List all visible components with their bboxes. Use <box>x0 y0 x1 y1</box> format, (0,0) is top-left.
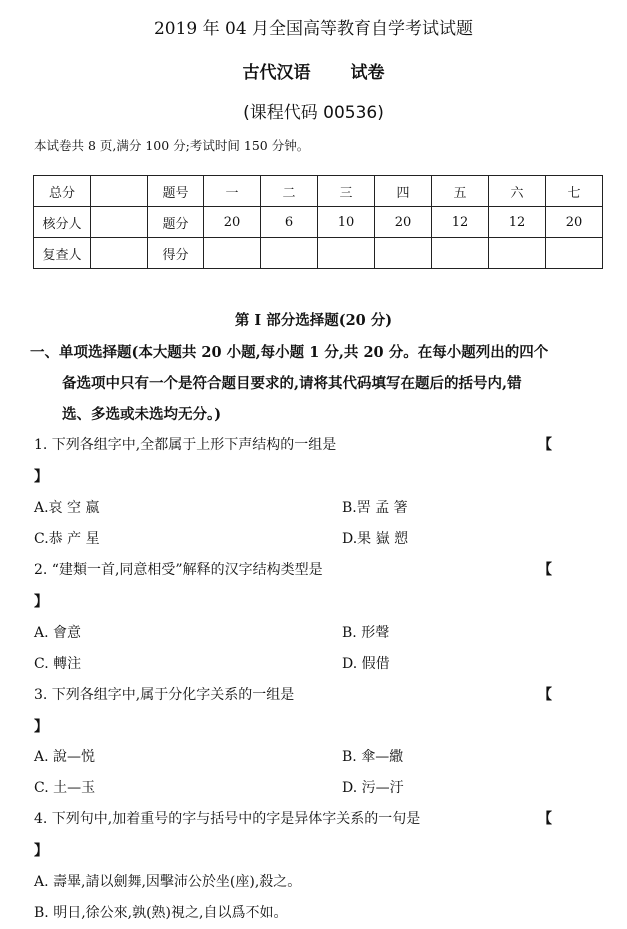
option-d: D. 假借 <box>342 656 390 672</box>
cell: 七 <box>546 176 603 207</box>
option-a: A. 說—悦 <box>34 749 96 765</box>
cell: 二 <box>261 176 318 207</box>
answer-bracket-open: 【 <box>538 562 552 578</box>
subject-name: 古代汉语 <box>242 63 311 83</box>
cell: 复查人 <box>34 238 91 269</box>
answer-bracket-close: 】 <box>34 719 48 735</box>
cell: 三 <box>318 176 375 207</box>
cell: 20 <box>375 207 432 238</box>
section-instructions: 选、多选或未选均无分。) <box>62 406 222 423</box>
cell: 总分 <box>34 176 91 207</box>
question-stem: 3. 下列各组字中,属于分化字关系的一组是 <box>34 687 295 703</box>
cell <box>375 238 432 269</box>
cell: 五 <box>432 176 489 207</box>
cell: 12 <box>432 207 489 238</box>
cell: 题号 <box>148 176 204 207</box>
cell <box>261 238 318 269</box>
question-stem: 1. 下列各组字中,全都属于上形下声结构的一组是 <box>34 437 337 453</box>
cell <box>91 207 148 238</box>
answer-bracket-open: 【 <box>538 437 552 453</box>
score-table-row <box>34 176 603 207</box>
cell <box>432 238 489 269</box>
cell: 六 <box>489 176 546 207</box>
cell <box>546 238 603 269</box>
answer-bracket-close: 】 <box>34 594 48 610</box>
section-heading: 一、单项选择题(本大题共 20 小题,每小题 1 分,共 20 分。在每小题列出的四个 <box>30 344 549 361</box>
option-b: B. 形聲 <box>342 625 390 641</box>
option-a: A. 會意 <box>34 625 82 641</box>
cell: 6 <box>261 207 318 238</box>
score-table-row <box>34 238 603 269</box>
cell <box>489 238 546 269</box>
cell: 10 <box>318 207 375 238</box>
answer-bracket-open: 【 <box>538 687 552 703</box>
score-table <box>33 175 603 269</box>
course-code: (课程代码 00536) <box>243 103 384 123</box>
cell: 核分人 <box>34 207 91 238</box>
option-b: B.罟 孟 箸 <box>342 500 408 516</box>
option-b: B. 明日,徐公來,孰(熟)視之,自以爲不如。 <box>34 905 288 921</box>
option-c: C.恭 产 星 <box>34 531 100 547</box>
cell: 12 <box>489 207 546 238</box>
option-a: A.哀 空 嬴 <box>34 500 100 516</box>
exam-subtitle <box>0 58 627 83</box>
question-stem: 2. “建類一首,同意相受”解释的汉字结构类型是 <box>34 562 323 578</box>
cell: 20 <box>204 207 261 238</box>
cell <box>91 238 148 269</box>
answer-bracket-close: 】 <box>34 843 48 859</box>
option-d: D.果 嶽 愬 <box>342 531 409 547</box>
section-instructions: 备选项中只有一个是符合题目要求的,请将其代码填写在题后的括号内,错 <box>62 375 522 392</box>
option-c: C. 土—玉 <box>34 780 96 796</box>
cell: 四 <box>375 176 432 207</box>
cell <box>91 176 148 207</box>
answer-bracket-close: 】 <box>34 469 48 485</box>
part-heading: 第 I 部分选择题(20 分) <box>234 312 393 329</box>
paper-label: 试卷 <box>350 63 385 83</box>
score-table-row <box>34 207 603 238</box>
exam-title: 2019 年 04 月全国高等教育自学考试试题 <box>153 19 474 39</box>
option-a: A. 壽畢,請以劍舞,因擊沛公於坐(座),殺之。 <box>34 874 302 890</box>
question-stem: 4. 下列句中,加着重号的字与括号中的字是异体字关系的一句是 <box>34 811 421 827</box>
cell <box>318 238 375 269</box>
answer-bracket-open: 【 <box>538 811 552 827</box>
cell: 题分 <box>148 207 204 238</box>
cell: 一 <box>204 176 261 207</box>
option-c: C. 轉注 <box>34 656 82 672</box>
cell: 20 <box>546 207 603 238</box>
cell <box>204 238 261 269</box>
option-d: D. 污—汙 <box>342 780 404 796</box>
option-b: B. 傘—繖 <box>342 749 404 765</box>
cell: 得分 <box>148 238 204 269</box>
exam-info: 本试卷共 8 页,满分 100 分;考试时间 150 分钟。 <box>34 138 310 153</box>
